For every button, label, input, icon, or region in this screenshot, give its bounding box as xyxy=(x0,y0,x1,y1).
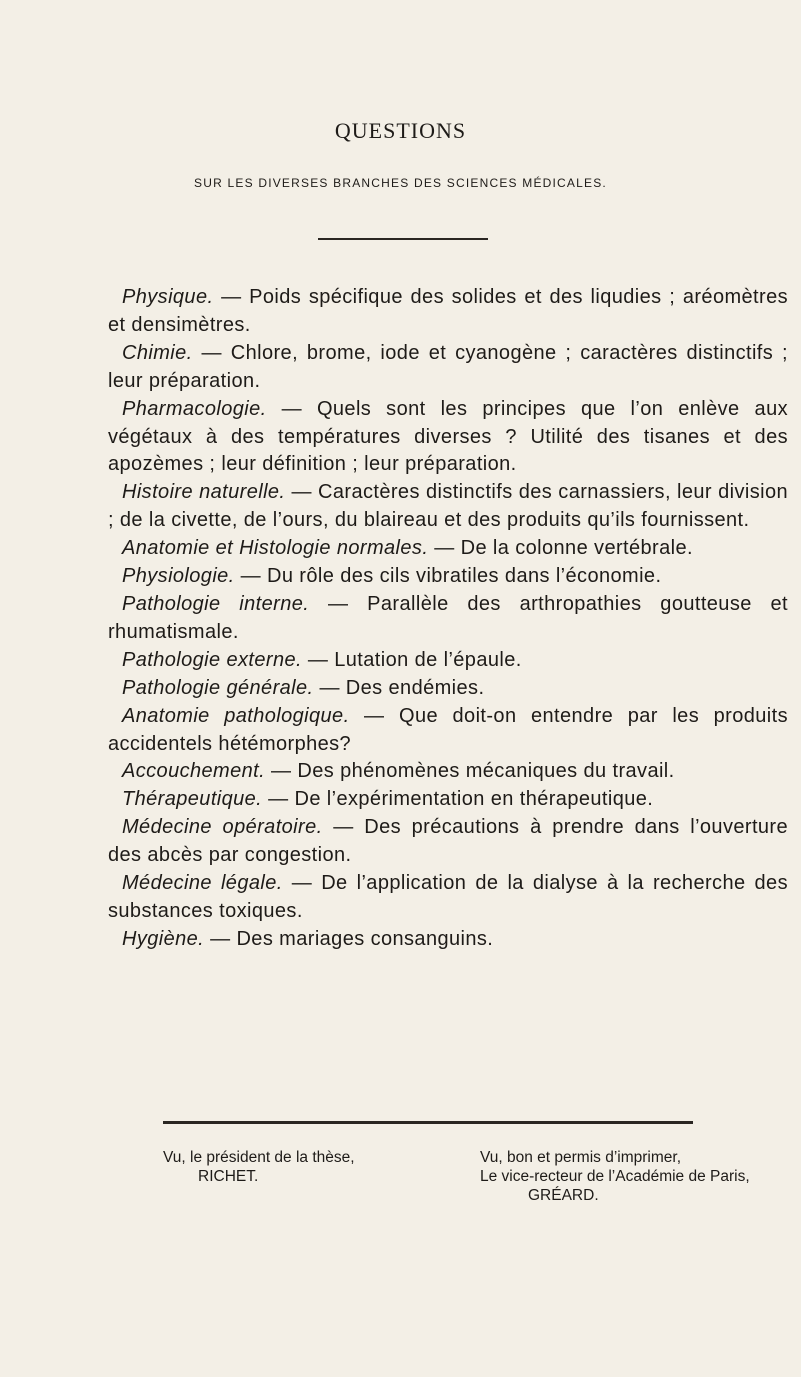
question-text: — De l’application de la dialyse à la recherche des substances toxiques. xyxy=(108,872,788,922)
question-text: — Lutation de l’épaule. xyxy=(301,648,522,671)
vice-rector-name: GRÉARD. xyxy=(528,1187,599,1204)
question-medecine-operatoire xyxy=(108,814,788,870)
vice-rector-title: Le vice-recteur de l’Académie de Paris, xyxy=(480,1168,750,1185)
question-heading: Anatomie pathologique. xyxy=(122,704,350,727)
question-heading: Pathologie externe. xyxy=(122,648,302,671)
question-medecine-legale xyxy=(108,870,788,926)
question-heading: Physiologie. xyxy=(122,565,235,588)
title-divider xyxy=(318,238,488,240)
question-physique xyxy=(108,284,788,340)
page-subtitle: SUR LES DIVERSES BRANCHES DES SCIENCES MÉDICALES. xyxy=(194,176,607,190)
question-pathologie-interne xyxy=(108,591,788,647)
president-approval xyxy=(163,1148,463,1186)
president-approval-text: Vu, le président de la thèse, xyxy=(163,1149,355,1166)
question-heading: Médecine opératoire. xyxy=(122,816,323,839)
question-text: — Que doit-on entendre par les produits accidentels hétémorphes? xyxy=(108,704,788,755)
question-heading: Chimie. xyxy=(122,341,193,364)
question-anatomie-pathologique xyxy=(108,703,788,759)
question-text: — Chlore, brome, iode et cyanogène ; caractères distinctifs ; leur préparation. xyxy=(108,341,788,392)
question-pathologie-generale xyxy=(108,675,788,703)
question-text: — Des endémies. xyxy=(313,676,485,699)
question-heading: Anatomie et Histologie normales. xyxy=(122,537,429,560)
question-text: — Du rôle des cils vibratiles dans l’économie. xyxy=(234,565,662,588)
question-heading: Physique. xyxy=(122,286,214,308)
question-therapeutique xyxy=(108,786,788,814)
question-heading: Pharmacologie. xyxy=(122,397,267,420)
question-text: — Des mariages consanguins. xyxy=(204,927,494,950)
question-pharmacologie xyxy=(108,396,788,480)
page-title: QUESTIONS xyxy=(334,118,467,143)
print-permission-text: Vu, bon et permis d’imprimer, xyxy=(480,1149,682,1166)
question-text: — De l’expérimentation en thérapeutique. xyxy=(262,788,654,811)
question-anatomie-histologie xyxy=(108,535,788,563)
question-heading: Pathologie interne. xyxy=(122,592,310,615)
question-heading: Hygiène. xyxy=(122,927,205,950)
question-text: — Des phénomènes mécaniques du travail. xyxy=(265,760,675,783)
question-heading: Accouchement. xyxy=(122,760,266,783)
question-text: — Quels sont les principes que l’on enlève aux végétaux à des températures diverses ? Utilité des tisanes et des apozèmes ; leur définition ; leur préparation. xyxy=(108,397,788,476)
question-text: — Caractères distinctifs des carnassiers, leur division ; de la civette, de l’ours, du blaireau et des produits qu’ils fournissent. xyxy=(108,481,788,532)
question-hygiene xyxy=(108,926,788,954)
question-heading: Médecine légale. xyxy=(122,872,283,895)
question-heading: Histoire naturelle. xyxy=(122,481,286,504)
question-pathologie-externe xyxy=(108,647,788,675)
print-permission xyxy=(480,1148,780,1205)
question-chimie xyxy=(108,340,788,396)
question-text: — Poids spécifique des solides et des liqudies ; aréomètres et densimètres. xyxy=(108,286,788,336)
question-accouchement xyxy=(108,758,788,786)
question-heading: Thérapeutique. xyxy=(122,788,263,811)
question-text: — De la colonne vertébrale. xyxy=(428,537,693,560)
question-physiologie xyxy=(108,563,788,591)
questions-list xyxy=(108,284,788,954)
president-name: RICHET. xyxy=(198,1168,259,1185)
footer-divider xyxy=(163,1121,693,1124)
question-histoire-naturelle xyxy=(108,479,788,535)
question-text: — Des précautions à prendre dans l’ouverture des abcès par congestion. xyxy=(108,816,789,867)
question-text: — Parallèle des arthropathies goutteuse et rhumatismale. xyxy=(108,592,788,643)
question-heading: Pathologie générale. xyxy=(122,676,314,699)
